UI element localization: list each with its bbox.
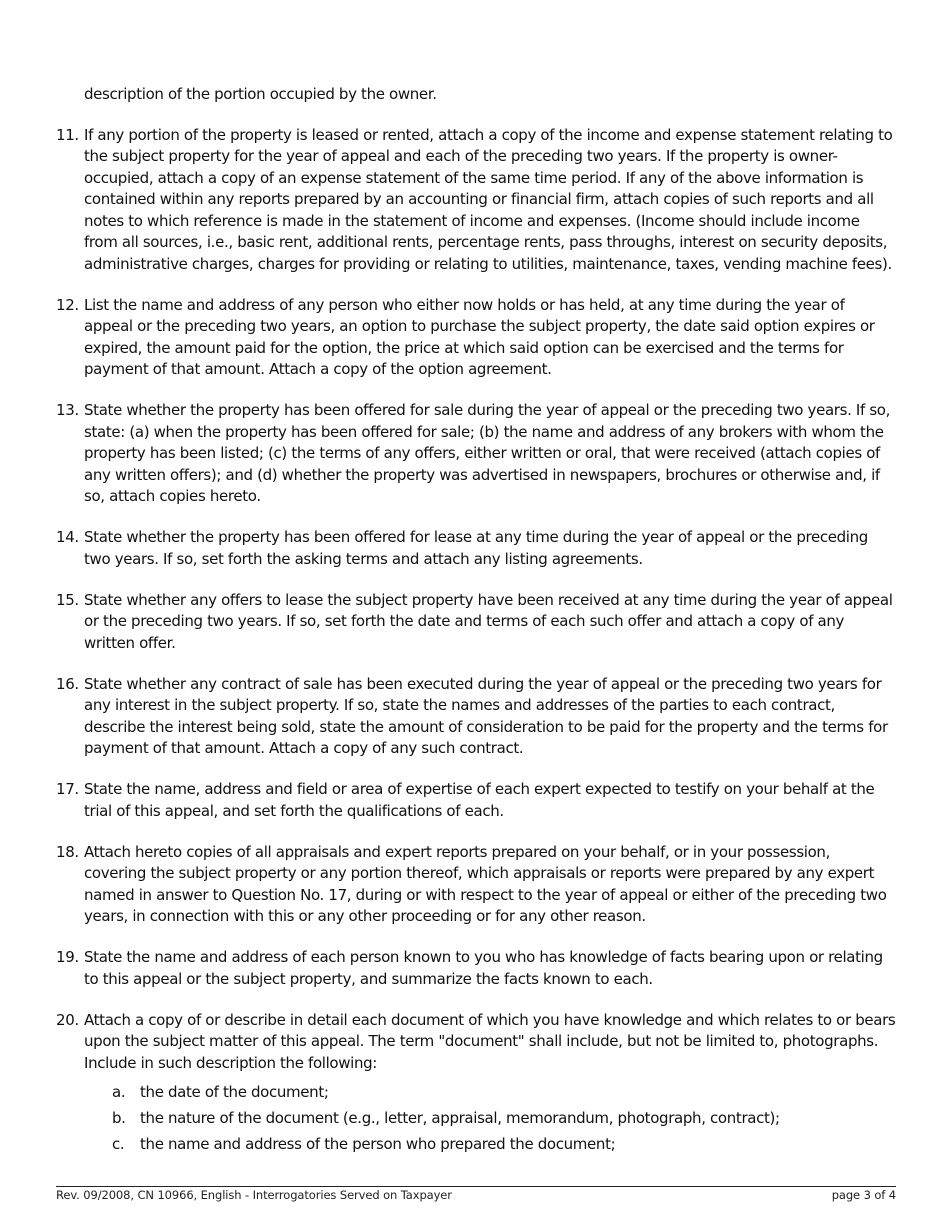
question-text: State whether any contract of sale has been executed during the year of appeal or the preceding two years for any interest in the subject property. If so, state the names and addresses of the parties to each contract, describe the interest being sold, state the amount of consideration to be paid for the property and the terms for payment of that amount. Attach a copy of any such contract. <box>84 674 888 757</box>
sub-list-item <box>112 1082 896 1104</box>
sub-item-letter: c. <box>112 1135 125 1153</box>
question-number: 11. <box>56 125 79 144</box>
question-item <box>56 674 896 760</box>
footer-page-number: page 3 of 4 <box>831 1188 896 1202</box>
question-text: List the name and address of any person who either now holds or has held, at any time during the year of appeal or the preceding two years, an option to purchase the subject property, the date said option expires or expired, the amount paid for the option, the price at which said option can be exercised and the terms for payment of that amount. Attach a copy of the option agreement. <box>84 295 875 378</box>
question-text: Attach a copy of or describe in detail each document of which you have knowledge and which relates to or bears upon the subject matter of this appeal. The term "document" shall include, but not be limited to, photographs. Include in such description the following: <box>84 1010 896 1072</box>
question-number: 18. <box>56 842 79 861</box>
question-item <box>56 527 896 570</box>
continuation-text: description of the portion occupied by the owner. <box>84 85 437 103</box>
question-item <box>56 779 896 822</box>
question-number: 16. <box>56 674 79 693</box>
sub-item-letter: b. <box>112 1109 126 1127</box>
question-item <box>56 842 896 928</box>
question-item <box>56 590 896 655</box>
question-item <box>56 1010 896 1156</box>
sub-item-text: the date of the document; <box>140 1083 329 1101</box>
sub-item-text: the nature of the document (e.g., letter, appraisal, memorandum, photograph, contract); <box>140 1109 780 1127</box>
sub-item-text: the name and address of the person who prepared the document; <box>140 1135 616 1153</box>
question-item <box>56 125 896 276</box>
question-number: 17. <box>56 780 79 798</box>
sub-item-letter: a. <box>112 1083 126 1101</box>
question-text: State the name, address and field or area of expertise of each expert expected to testify on your behalf at the trial of this appeal, and set forth the qualifications of each. <box>84 780 875 820</box>
document-body <box>56 84 896 1175</box>
question-item <box>56 947 896 990</box>
question-number: 13. <box>56 401 79 419</box>
question-text: State whether the property has been offered for sale during the year of appeal or the preceding two years. If so, state: (a) when the property has been offered for sale; (b) the name and address of any brokers with whom the property has been listed; (c) the terms of any offers, either written or oral, that were received (attach copies of any written offers); and (d) whether the property was advertised in newspapers, brochures or otherwise and, if so, attach copies hereto. <box>84 401 891 505</box>
question-number: 19. <box>56 948 79 966</box>
question-item <box>56 295 896 381</box>
page-footer <box>56 1186 896 1202</box>
sub-list-item <box>112 1134 896 1156</box>
question-number: 14. <box>56 528 79 546</box>
sub-list <box>112 1082 896 1156</box>
question-text: State the name and address of each person known to you who has knowledge of facts bearing upon or relating to this appeal or the subject property, and summarize the facts known to each. <box>84 948 883 988</box>
question-number: 15. <box>56 590 79 609</box>
question-text: Attach hereto copies of all appraisals and expert reports prepared on your behalf, or in your possession, covering the subject property or any portion thereof, which appraisals or reports were prepared by any expert named in answer to Question No. 17, during or with respect to the year of appeal or either of the preceding two years, in connection with this or any other proceeding or for any other reason. <box>84 842 887 925</box>
question-item <box>56 400 896 508</box>
question-text: State whether the property has been offered for lease at any time during the year of appeal or the preceding two years. If so, set forth the asking terms and attach any listing agreements. <box>84 528 868 568</box>
footer-form-info: Rev. 09/2008, CN 10966, English - Interrogatories Served on Taxpayer <box>56 1188 452 1202</box>
question-number: 12. <box>56 295 79 314</box>
question-number: 20. <box>56 1010 79 1029</box>
sub-list-item <box>112 1108 896 1130</box>
question-text: If any portion of the property is leased or rented, attach a copy of the income and expense statement relating to the subject property for the year of appeal and each of the preceding two years. If the property is owner-occupied, attach a copy of an expense statement of the same time period. If any of the above information is contained within any reports prepared by an accounting or financial firm, attach copies of such reports and all notes to which reference is made in the statement of income and expenses. (Income should include income from all sources, i.e., basic rent, additional rents, percentage rents, pass throughs, interest on security deposits, administrative charges, charges for providing or relating to utilities, maintenance, taxes, vending machine fees). <box>84 125 893 273</box>
question-text: State whether any offers to lease the subject property have been received at any time during the year of appeal or the preceding two years. If so, set forth the date and terms of each such offer and attach a copy of any written offer. <box>84 590 893 652</box>
